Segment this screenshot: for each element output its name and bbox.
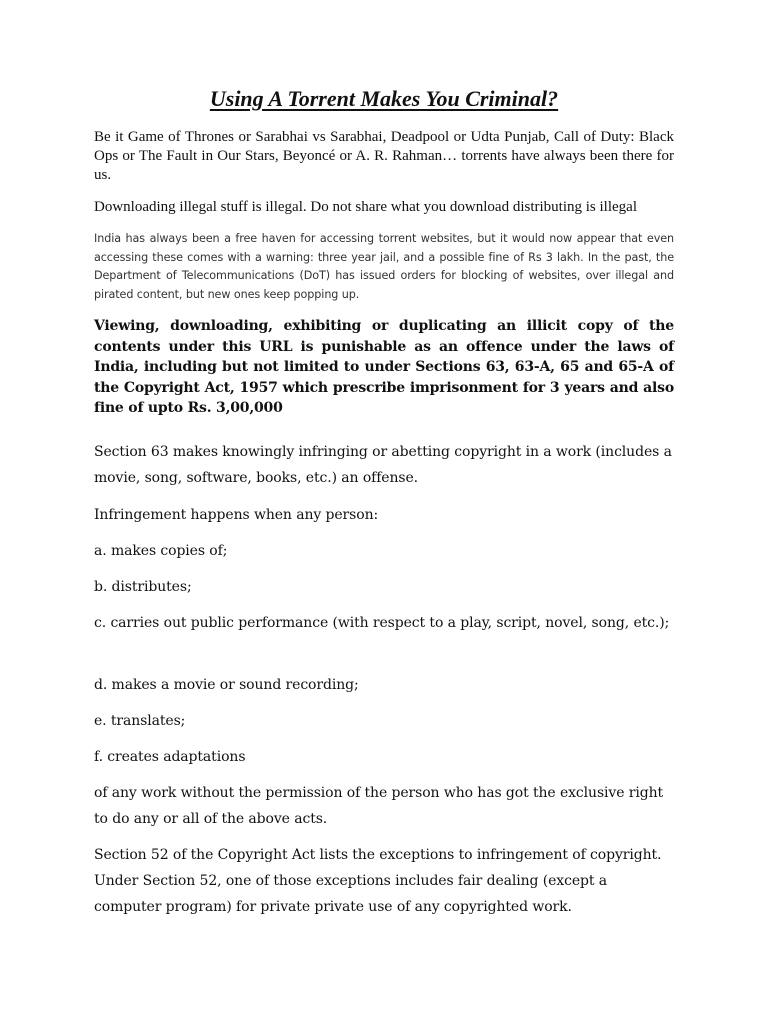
list-item-e: e. translates;: [94, 713, 186, 729]
illegal-download-paragraph: Downloading illegal stuff is illegal. Do not share what you download distributing is illegal: [94, 199, 637, 215]
list-item-a: a. makes copies of;: [94, 543, 228, 559]
list-item-f: f. creates adaptations: [94, 749, 246, 765]
section-52-paragraph: Section 52 of the Copyright Act lists the exceptions to infringement of copyright. Under Section 52, one of those exceptions includes fair dealing (except a computer program) for private private use of any copyrighted work.: [94, 847, 662, 915]
section-63-paragraph: Section 63 makes knowingly infringing or abetting copyright in a work (includes a movie, song, software, books, etc.) an offense.: [94, 444, 672, 486]
infringement-intro: Infringement happens when any person:: [94, 507, 379, 523]
legal-warning-paragraph: Viewing, downloading, exhibiting or duplicating an illicit copy of the contents under this URL is punishable as an offence under the laws of India, including but not limited to under Sections 63, 63-A, 65 and 65-A of the Copyright Act, 1957 which prescribe imprisonment for 3 years and also fine of upto Rs. 3,00,000: [94, 318, 674, 416]
list-item-b: b. distributes;: [94, 579, 192, 595]
list-item-c: c. carries out public performance (with respect to a play, script, novel, song, etc.);: [94, 615, 670, 631]
india-torrent-paragraph: India has always been a free haven for accessing torrent websites, but it would now appear that even accessing these comes with a warning: three year jail, and a possible fine of Rs 3 lakh. In the past, the Department of Telecommunications (DoT) has issued orders for blocking of websites, over illegal and pirated content, but new ones keep popping up.: [94, 232, 674, 301]
permission-paragraph: of any work without the permission of the person who has got the exclusive right to do any or all of the above acts.: [94, 785, 664, 827]
intro-paragraph: Be it Game of Thrones or Sarabhai vs Sarabhai, Deadpool or Udta Punjab, Call of Duty: Black Ops or The Fault in Our Stars, Beyoncé or A. R. Rahman… torrents have always been there for us.: [94, 129, 674, 183]
document-title: Using A Torrent Makes You Criminal?: [209, 86, 559, 111]
list-item-d: d. makes a movie or sound recording;: [94, 677, 359, 693]
